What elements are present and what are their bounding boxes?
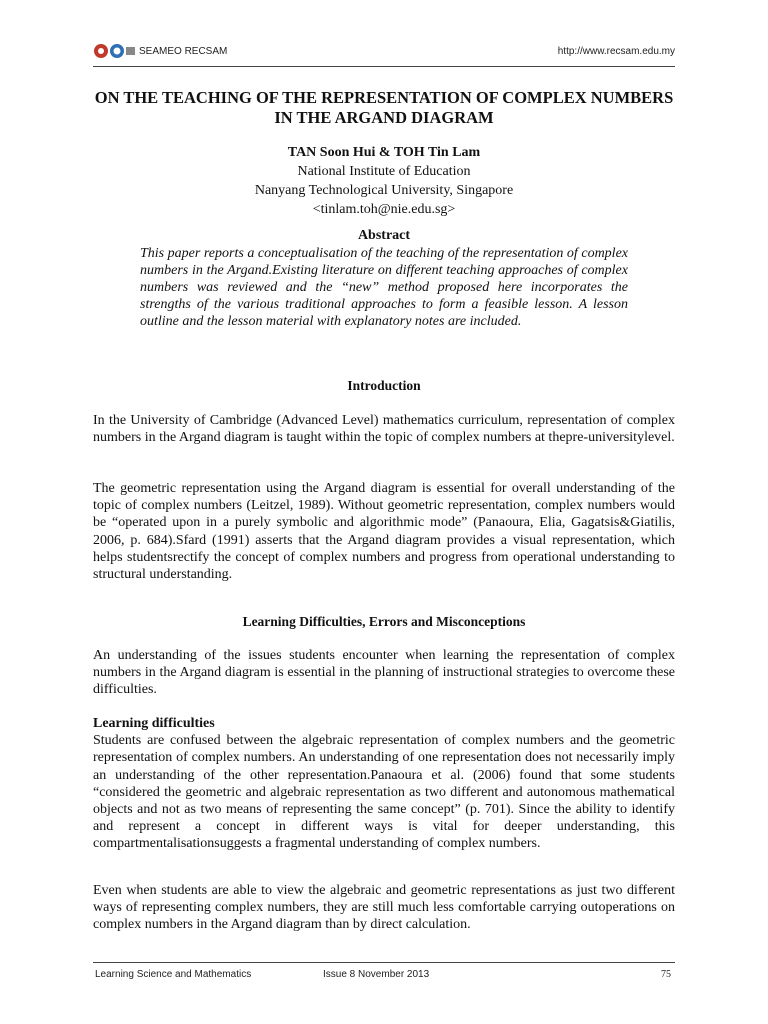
paper-title: ON THE TEACHING OF THE REPRESENTATION OF COMPLEX NUMBERS IN THE ARGAND DIAGRAM: [94, 88, 674, 127]
author-email[interactable]: <tinlam.toh@nie.edu.sg>: [312, 202, 456, 217]
intro-paragraph-1: In the University of Cambridge (Advanced Level) mathematics curriculum, representation of complex numbers in the Argand diagram is taught within the topic of complex numbers at thepre-universitylevel.: [93, 413, 675, 446]
page-number: 75: [661, 969, 671, 980]
learning-difficulties-subheading: Learning difficulties: [93, 716, 215, 731]
introduction-heading: Introduction: [347, 378, 421, 393]
abstract-heading: Abstract: [357, 228, 411, 243]
journal-name: Learning Science and Mathematics: [95, 969, 252, 980]
author-names: TAN Soon Hui & TOH Tin Lam: [287, 145, 481, 160]
org-name: SEAMEO RECSAM: [139, 46, 228, 57]
website-link[interactable]: http://www.recsam.edu.my: [557, 46, 675, 57]
difficulties-paragraph-1: An understanding of the issues students encounter when learning the representation of complex numbers in the Argand diagram is essential in the planning of instructional strategies to overcome these difficulties.: [93, 648, 675, 698]
affiliation-institute: National Institute of Education: [297, 164, 471, 179]
seameo-recsam-logo-icon: [93, 42, 137, 60]
author-block: [93, 143, 675, 219]
page-footer: [93, 962, 675, 980]
page-header: [93, 40, 675, 67]
affiliation-university: Nanyang Technological University, Singapore: [254, 183, 514, 198]
issue-info: Issue 8 November 2013: [323, 969, 430, 980]
difficulties-paragraph-2: Students are confused between the algebraic representation of complex numbers and the geometric representation of complex numbers. An understanding of one representation does not necessarily imply an understanding of the other representation.Panaoura et al. (2006) found that some students “considered the geometric and algebraic representation as two different and autonomous mathematical objects and not as two means of representing the same concept” (p. 701). Since the ability to identify and represent a concept in different ways is vital for deeper understanding, this compartmentalisationsuggests a fragmental understanding of complex numbers.: [93, 733, 675, 852]
abstract-text: This paper reports a conceptualisation of the teaching of the representation of complex numbers in the Argand.Existing literature on different teaching approaches of complex numbers was reviewed and the “new” method proposed here incorporates the strengths of the various traditional approaches to form a feasible lesson. A lesson outline and the lesson material with explanatory notes are included.: [140, 246, 628, 329]
learning-difficulties-block: [93, 715, 675, 853]
difficulties-heading: Learning Difficulties, Errors and Misconceptions: [242, 614, 526, 629]
intro-paragraph-2: The geometric representation using the Argand diagram is essential for overall understanding of the topic of complex numbers (Leitzel, 1989). Without geometric representation, complex numbers would be “operated upon in a purely symbolic and algorithmic mode” (Panaoura, Elia, Gagatsis&Giatilis, 2006, p. 684).Sfard (1991) asserts that the Argand diagram provides a visual representation, which helps studentsrectify the concept of complex numbers and progress from operational understanding to structural understanding.: [93, 481, 675, 583]
difficulties-paragraph-3: Even when students are able to view the algebraic and geometric representations as just two different ways of representing complex numbers, they are still much less comfortable carrying outoperations on complex numbers in the Argand diagram than by direct calculation.: [93, 883, 675, 933]
